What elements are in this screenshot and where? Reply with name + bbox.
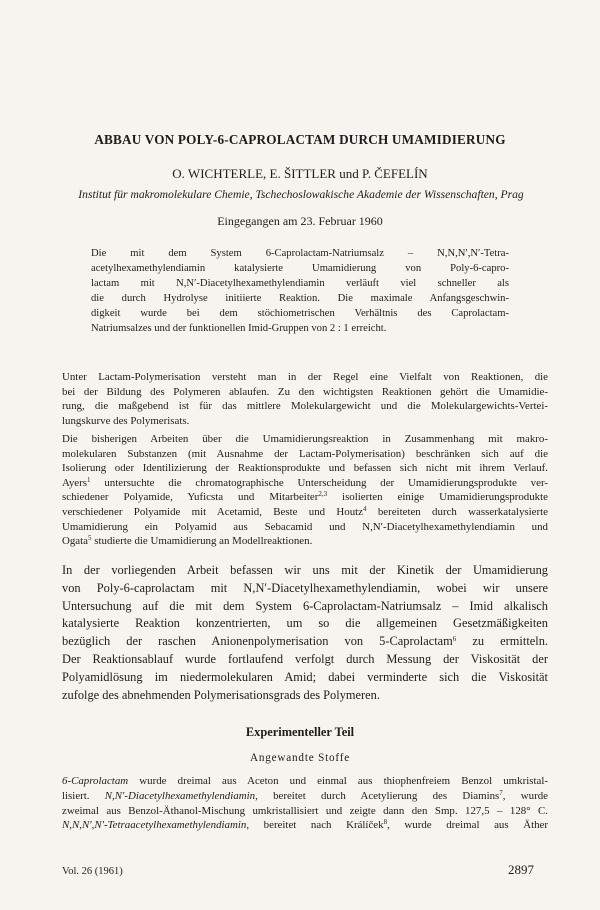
text-line: Die bisherigen Arbeiten über die Umamidierungsreaktion in Zusammenhang mit makro- <box>62 433 548 445</box>
compound-name: N,N,N′,N′-Tetraacetylhexamethylendiamin, <box>62 819 250 832</box>
text-line <box>62 789 548 804</box>
text-line: lungskurve des Polymerisats. <box>62 414 190 427</box>
text-line: katalysierte Reaktion konzentrierten, um so die allgemeinen Gesetzmäßigkeiten <box>62 616 548 631</box>
text-line <box>62 505 548 520</box>
text-line: molekularen Substanzen (mit Ausnahme der Lactam-Polymerisation) beschränken sich auf die <box>62 447 548 460</box>
page-number: 2897 <box>508 862 534 877</box>
abstract-line: Die mit dem System 6-Caprolactam-Natriumsalz – N,N,N′,N′-Tetra- <box>91 248 509 259</box>
text-line: Polyamidlösung im niedermolekularen Amid; dabei verminderte sich die Viskosität <box>62 669 548 684</box>
text-line: rung, die maßgebend ist für das mittlere Molekulargewicht und die Molekulargewichts-Vertei- <box>62 400 548 413</box>
text-line: In der vorliegenden Arbeit befassen wir uns mit der Kinetik der Umamidierung <box>62 563 548 577</box>
text-line <box>62 534 548 549</box>
article-title: ABBAU VON POLY-6-CAPROLACTAM DURCH UMAMIDIERUNG <box>94 132 506 147</box>
compound-name: N,N′-Diacetylhexamethylendiamin, <box>104 789 258 802</box>
text-line: Isolierung oder Identilizierung der Reaktionsprodukte und befassen sich nicht mit ihrem Verlauf. <box>62 462 548 475</box>
text-line <box>62 490 548 505</box>
section-heading: Experimenteller Teil <box>245 725 355 739</box>
experimental-paragraph <box>62 774 548 833</box>
text-run: studierte die Umamidierung an Modellreaktionen. <box>91 535 313 548</box>
journal-volume: Vol. 26 (1961) <box>62 866 123 877</box>
text-line: Umamidierung ein Polyamid aus Sebacamid und N,N′-Diacetylhexamethylendiamin und <box>62 520 548 533</box>
text-line <box>62 818 548 833</box>
text-line: zufolge des abnehmenden Polymerisationsgrads des Polymeren. <box>62 687 380 702</box>
text-run: isolierten einige Umamidierungsprodukte <box>327 491 548 504</box>
abstract <box>91 246 509 336</box>
text-line: bei der Bildung des Polymeren ablaufen. Zu den wichtigsten Reaktionen gehört die Umamidie- <box>62 385 548 398</box>
article-affiliation: Institut für makromolekulare Chemie, Tschechoslowakische Akademie der Wissenschaften, Prag <box>78 188 524 201</box>
text-run: wurde dreimal aus Aceton und einmal aus thiophenfreiem Benzol umkristal- <box>128 775 548 787</box>
text-line <box>62 633 548 651</box>
footnote-ref: 5 <box>88 534 92 543</box>
intro-paragraph-3 <box>62 562 548 704</box>
footnote-ref: 7 <box>499 788 503 797</box>
article-authors: O. WICHTERLE, E. ŠITTLER und P. ČEFELÍN <box>172 166 428 181</box>
text-run: Ogata <box>62 535 89 548</box>
text-run: schiedener Polyamide, Yuficsta und Mitarbeiter <box>62 491 319 504</box>
text-run: , wurde <box>502 789 548 802</box>
text-run: untersuchte die chromatographische Unterscheidung der Umamidierungsprodukte ver- <box>90 476 548 489</box>
text-run: bereitet durch Acetylierung des Diamins <box>257 789 500 802</box>
text-run: Ayers <box>62 476 88 489</box>
compound-name: 6-Caprolactam <box>62 775 129 787</box>
intro-paragraph-1 <box>62 370 548 428</box>
footnote-ref: 6 <box>452 635 457 644</box>
subsection-heading: Angewandte Stoffe <box>249 752 351 764</box>
text-run: verschiedener Polyamide mit Acetamid, Beste und Houtz <box>62 505 364 518</box>
abstract-line: die durch Hydrolyse initiierte Reaktion. Die maximale Anfangsgeschwin- <box>91 293 509 304</box>
text-run: lisiert. <box>62 789 105 802</box>
text-line <box>62 774 548 789</box>
abstract-line: acetylhexamethylendiamin katalysierte Umamidierung von Poly-6-capro- <box>91 263 509 274</box>
abstract-line: lactam mit N,N′-Diacetylhexamethylendiamin verläuft viel schneller als <box>91 278 509 289</box>
received-date: Eingegangen am 23. Februar 1960 <box>217 214 383 228</box>
text-run: bereiteten durch wasserkatalysierte <box>366 505 548 518</box>
text-run: zu ermitteln. <box>456 634 548 649</box>
text-line: Untersuchung auf die mit dem System 6-Caprolactam-Natriumsalz – Imid alkalisch <box>62 598 548 613</box>
footnote-ref: 4 <box>363 504 367 513</box>
text-run: , wurde dreimal aus Äther <box>387 819 549 832</box>
text-line: Der Reaktionsablauf wurde fortlaufend verfolgt durch Messung der Viskosität der <box>62 651 548 666</box>
footnote-ref: 1 <box>87 475 91 484</box>
text-line <box>62 476 548 491</box>
text-line: Unter Lactam-Polymerisation versteht man in der Regel eine Vielfalt von Reaktionen, die <box>62 371 548 383</box>
text-line: von Poly-6-caprolactam mit N,N′-Diacetylhexamethylendiamin, wobei wir unsere <box>62 580 548 595</box>
abstract-line: digkeit wurde bei dem stöchiometrischen Verhältnis des Caprolactam- <box>91 308 509 319</box>
abstract-line: Natriumsalzes und der funktionellen Imid-Gruppen von 2 : 1 erreicht. <box>91 323 387 334</box>
text-run: bereitet nach Králíček <box>249 819 384 832</box>
footnote-ref: 2,3 <box>318 490 328 499</box>
text-run: bezüglich der raschen Anionenpolymerisation von 5-Caprolactam <box>62 634 453 649</box>
text-line: zweimal aus Benzol-Äthanol-Mischung umkristallisiert und zeigte dann den Smp. 127,5 – 128° C. <box>62 804 548 817</box>
intro-paragraph-2 <box>62 432 548 549</box>
footnote-ref: 8 <box>383 818 388 827</box>
